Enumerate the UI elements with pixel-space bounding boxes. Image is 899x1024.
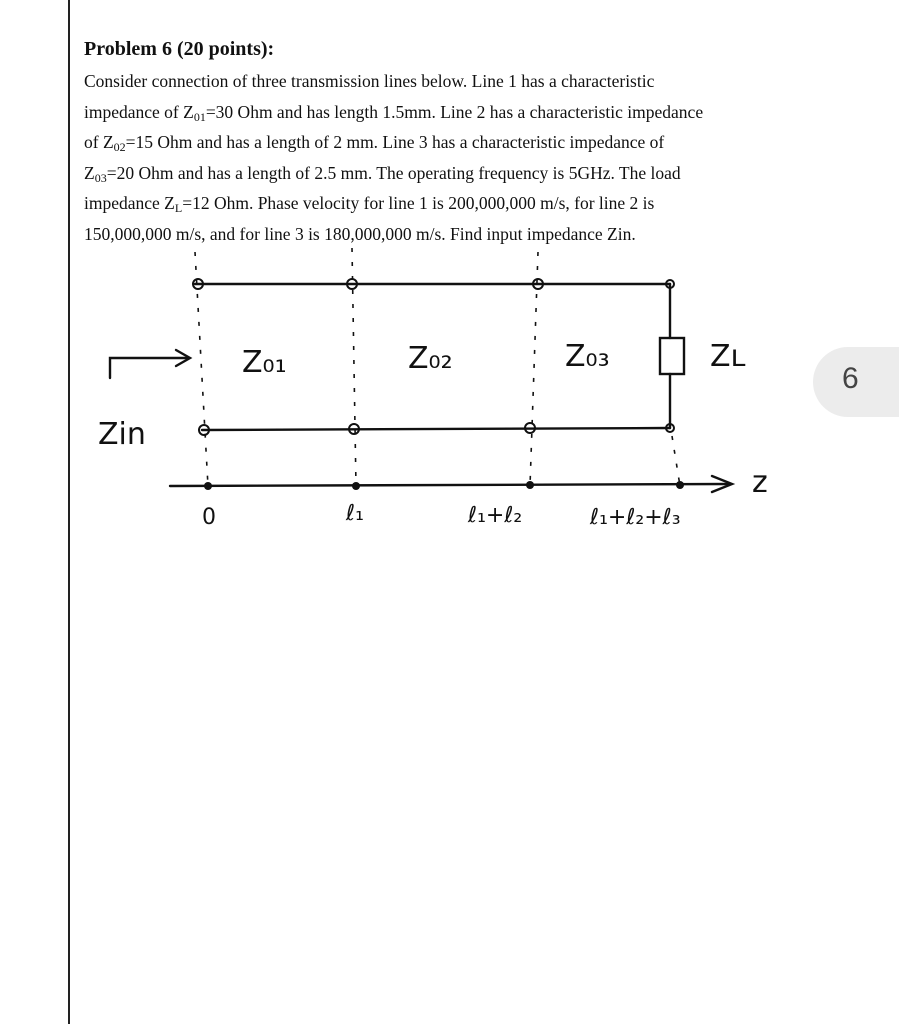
- label-z02: Z₀₂: [408, 341, 453, 376]
- label-pos-l1-l2-l3: ℓ₁+ℓ₂+ℓ₃: [590, 505, 681, 530]
- axis-point-2: [526, 481, 534, 489]
- text-line-6: 150,000,000 m/s, and for line 3 is 180,000,000 m/s. Find input impedance Zin.: [84, 223, 636, 244]
- zin-arrow-shaft: [110, 358, 188, 378]
- page-left-border: [68, 0, 70, 1024]
- load-resistor: [660, 338, 684, 374]
- z-axis: [170, 484, 730, 486]
- problem-text: [84, 66, 824, 249]
- label-pos-0: 0: [202, 505, 216, 530]
- axis-point-1: [352, 482, 360, 490]
- text-line-3: of $Z_{02}=15$ Ohm and has a length of 2 mm. Line 3 has a characteristic impedance of: [84, 132, 665, 154]
- problem-title: Problem 6 (20 points):: [84, 38, 275, 60]
- label-pos-l1: ℓ₁: [346, 501, 364, 526]
- label-z-axis: z: [752, 465, 768, 500]
- text-line-2: impedance of $Z_{01}=30$ Ohm and has length 1.5mm. Line 2 has a characteristic impedance: [84, 101, 704, 124]
- transmission-line-diagram: [90, 240, 810, 540]
- ref-line-l3: [672, 436, 680, 486]
- text-line-5: impedance $Z_L=12$ Ohm. Phase velocity for line 1 is 200,000,000 m/s, for line 2 is: [84, 193, 655, 215]
- problem-block: [84, 36, 824, 249]
- label-pos-l1-l2: ℓ₁+ℓ₂: [468, 503, 523, 528]
- label-zin: Zin: [98, 417, 146, 452]
- axis-point-3: [676, 481, 684, 489]
- label-z01: Z₀₁: [242, 345, 287, 380]
- text-line-1: Consider connection of three transmission lines below. Line 1 has a characteristic: [84, 71, 655, 91]
- bottom-conductor: [202, 428, 670, 430]
- page-number: 6: [842, 362, 859, 395]
- label-zl: Zʟ: [710, 339, 746, 374]
- label-z03: Z₀₃: [565, 339, 610, 374]
- text-line-4: $Z_{03}=20$ Ohm and has a length of 2.5 mm. The operating frequency is 5GHz. The load: [84, 162, 681, 185]
- axis-point-0: [204, 482, 212, 490]
